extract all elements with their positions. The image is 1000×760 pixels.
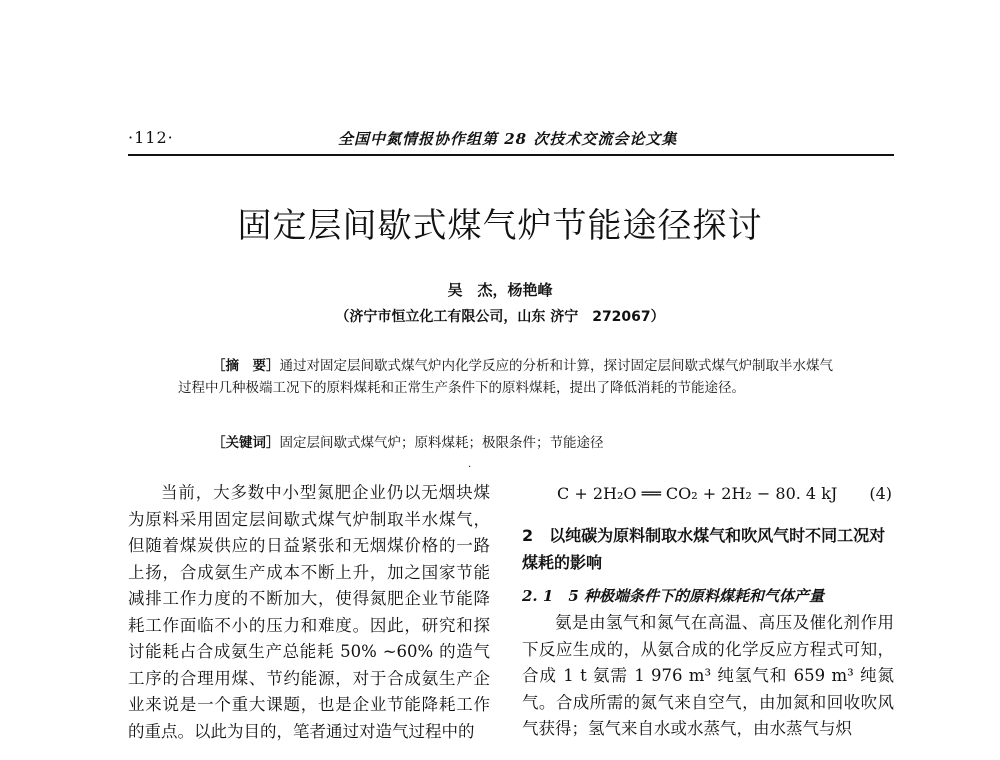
abstract-text: 通过对固定层间歇式煤气炉内化学反应的分析和计算，探讨固定层间歇式煤气炉制取半水煤气过程中几种极端工况下的原料煤耗和正常生产条件下的原料煤耗，提出了降低消耗的节能途径。	[178, 358, 833, 396]
page-number: ·112·	[128, 128, 174, 147]
section-2-1-heading: 2. 1 5 种极端条件下的原料煤耗和气体产量	[522, 587, 824, 605]
affiliation: （济宁市恒立化工有限公司，山东 济宁 272067）	[335, 309, 665, 325]
abstract-label: ［摘 要］	[212, 358, 280, 374]
equation-number: (4)	[869, 484, 892, 503]
abstract	[178, 355, 838, 399]
authors: 吴 杰，杨艳峰	[447, 281, 553, 299]
keywords-text: 固定层间歇式煤气炉；原料煤耗；极限条件；节能途径	[279, 435, 604, 451]
section-2-heading: 2 以纯碳为原料制取水煤气和吹风气时不同工况对煤耗的影响	[522, 526, 886, 572]
separator-dot: ·	[468, 462, 472, 473]
keywords	[212, 431, 838, 451]
running-header	[128, 128, 894, 152]
keywords-label: ［关键词］	[212, 435, 280, 451]
header-rule	[128, 154, 894, 156]
left-column-paragraph: 当前，大多数中小型氮肥企业仍以无烟块煤为原料采用固定层间歇式煤气炉制取半水煤气，但随着煤炭供应的日益紧张和无烟煤价格的一路上扬，合成氨生产成本不断上升，加之国家节能减排工作力度的不断加大，使得氮肥企业节能降耗工作面临不小的压力和难度。因此，研究和探讨能耗占合成氨生产总能耗 50% ~60% 的造气工序的合理用煤、节约能源，对于合成氨生产企业来说是一个重大课题，也是企业节能降耗工作的重点。以此为目的，笔者通过对造气过程中的	[128, 483, 490, 741]
equation	[522, 480, 894, 510]
journal-title: 全国中氮情报协作组第 28 次技术交流会论文集	[338, 130, 678, 148]
article-title: 固定层间歇式煤气炉节能途径探讨	[237, 206, 763, 246]
equation-body: C + 2H₂O ══ CO₂ + 2H₂ − 80. 4 kJ	[557, 484, 838, 503]
right-column	[522, 480, 894, 743]
right-column-paragraph: 氨是由氢气和氮气在高温、高压及催化剂作用下反应生成的，从氨合成的化学反应方程式可知，合成 1 t 氨需 1 976 m³ 纯氢气和 659 m³ 纯氮气。合成所需的氮气来自空气，由加氮和回收吹风气获得；氢气来自水或水蒸气，由水蒸气与炽	[522, 613, 894, 738]
